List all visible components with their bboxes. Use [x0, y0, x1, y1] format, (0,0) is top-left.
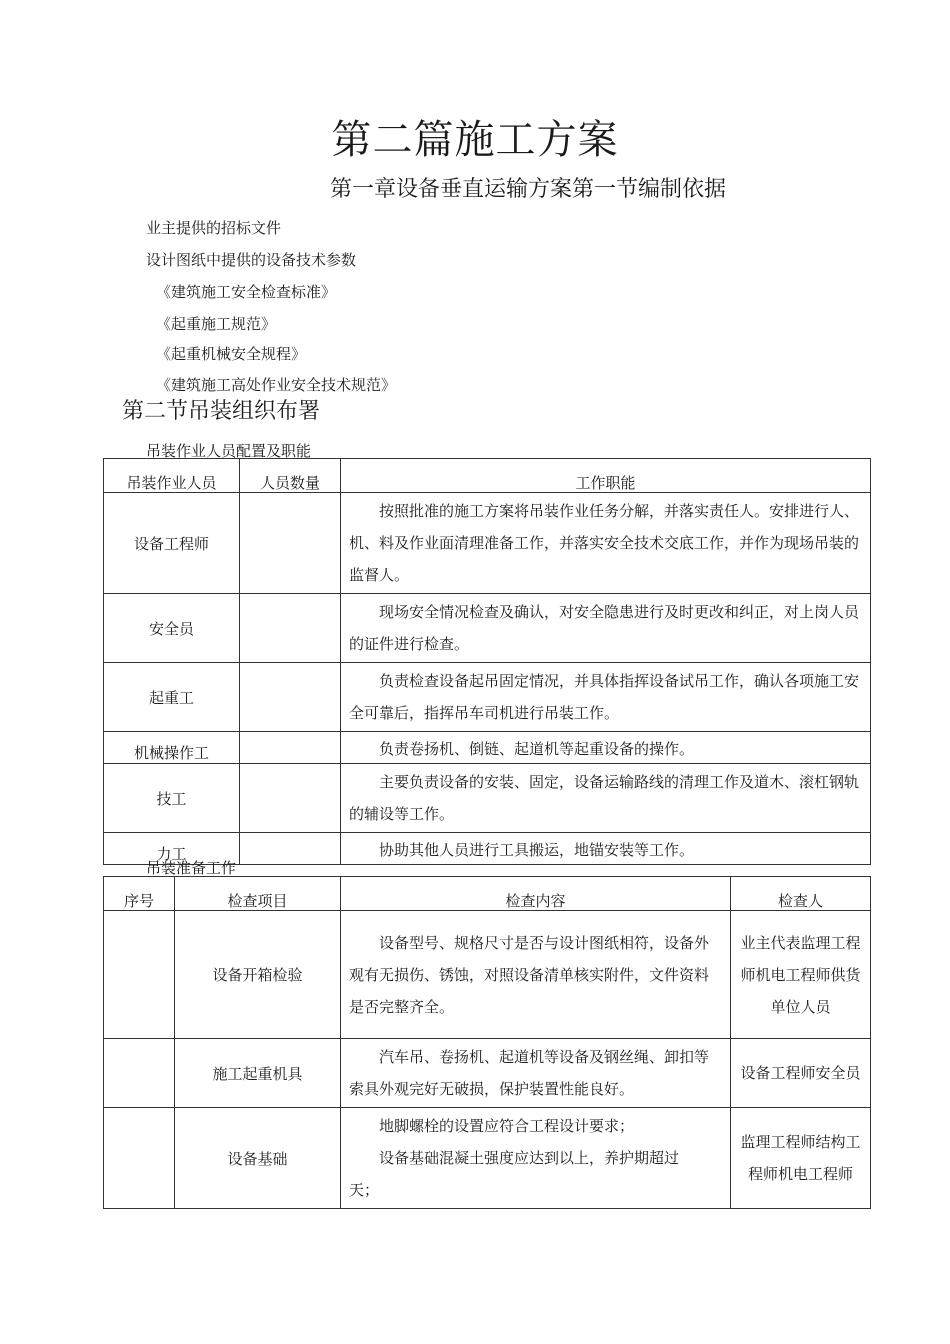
table-row — [104, 1039, 871, 1108]
content-text: 设备基础混凝土强度应达到以上，养护期超过天； — [349, 1149, 680, 1199]
duty-cell — [341, 732, 871, 764]
item-cell: 设备基础 — [175, 1108, 341, 1209]
basis-item: 业主提供的招标文件 — [146, 219, 282, 237]
basis-item: 《起重机械安全规程》 — [156, 345, 307, 363]
count-cell — [240, 732, 341, 764]
inspector-text: 设备工程师安全员 — [740, 1064, 861, 1082]
table-row — [104, 663, 871, 732]
duty-cell — [341, 663, 871, 732]
table-row — [104, 764, 871, 833]
item-cell: 设备开箱检验 — [175, 911, 341, 1039]
content-cell — [341, 911, 731, 1039]
table-row — [104, 732, 871, 764]
count-cell — [240, 493, 341, 594]
duty-text: 负责卷扬机、倒链、起道机等起重设备的操作。 — [379, 740, 695, 758]
item-cell: 施工起重机具 — [175, 1039, 341, 1108]
table-row — [104, 1108, 871, 1209]
table-row — [104, 594, 871, 663]
inspector-cell — [731, 1108, 871, 1209]
duty-cell — [341, 764, 871, 833]
column-header: 检查人 — [731, 877, 871, 911]
table-header-row — [104, 877, 871, 911]
basis-item: 《建筑施工高处作业安全技术规范》 — [156, 376, 397, 394]
count-cell — [240, 833, 341, 865]
document-title: 第二篇施工方案 — [331, 117, 619, 163]
column-header: 吊装作业人员 — [104, 459, 240, 493]
content-text: 汽车吊、卷扬机、起道机等设备及钢丝绳、卸扣等索具外观完好无破损，保护装置性能良好。 — [349, 1048, 710, 1098]
number-cell — [104, 911, 175, 1039]
number-cell — [104, 1108, 175, 1209]
role-cell: 机械操作工 — [104, 732, 240, 764]
content-cell — [341, 1108, 731, 1209]
count-cell — [240, 764, 341, 833]
number-cell — [104, 1039, 175, 1108]
table-row — [104, 911, 871, 1039]
basis-item: 《建筑施工安全检查标准》 — [156, 283, 337, 301]
table-row — [104, 493, 871, 594]
inspector-cell — [731, 911, 871, 1039]
duty-text: 主要负责设备的安装、固定，设备运输路线的清理工作及道木、滚杠钢轨的辅设等工作。 — [349, 773, 860, 823]
count-cell — [240, 663, 341, 732]
role-cell: 技工 — [104, 764, 240, 833]
duty-text: 按照批准的施工方案将吊装作业任务分解，并落实责任人。安排进行人、机、料及作业面清理准备工作，并落实安全技术交底工作，并作为现场吊装的监督人。 — [349, 502, 860, 584]
role-cell: 起重工 — [104, 663, 240, 732]
inspector-text: 监理工程师结构工程师机电工程师 — [740, 1133, 861, 1183]
column-header: 工作职能 — [341, 459, 871, 493]
duty-cell — [341, 594, 871, 663]
basis-item: 《起重施工规范》 — [156, 315, 277, 333]
duty-cell — [341, 493, 871, 594]
table-caption: 吊装作业人员配置及职能 — [146, 442, 312, 460]
role-cell: 力工 — [104, 833, 240, 865]
chapter-heading: 第一章设备垂直运输方案第一节编制依据 — [330, 177, 727, 202]
column-header: 人员数量 — [240, 459, 341, 493]
column-header: 序号 — [104, 877, 175, 911]
content-cell — [341, 1039, 731, 1108]
basis-item: 设计图纸中提供的设备技术参数 — [146, 251, 357, 269]
table-header-row — [104, 459, 871, 493]
section-heading: 第二节吊装组织布署 — [122, 399, 321, 424]
role-cell: 设备工程师 — [104, 493, 240, 594]
column-header: 检查内容 — [341, 877, 731, 911]
count-cell — [240, 594, 341, 663]
column-header: 检查项目 — [175, 877, 341, 911]
content-text: 设备型号、规格尺寸是否与设计图纸相符，设备外观有无损伤、锈蚀，对照设备清单核实附件，文件资料是否完整齐全。 — [349, 933, 710, 1016]
duty-cell — [341, 833, 871, 865]
personnel-table — [103, 458, 871, 865]
inspector-text: 业主代表监理工程师机电工程师供货单位人员 — [740, 933, 861, 1016]
duty-text: 负责检查设备起吊固定情况，并具体指挥设备试吊工作，确认各项施工安全可靠后，指挥吊车司机进行吊装工作。 — [349, 672, 860, 722]
duty-text: 协助其他人员进行工具搬运，地锚安装等工作。 — [379, 841, 695, 859]
table-caption: 吊装准备工作 — [146, 859, 237, 877]
content-text: 地脚螺栓的设置应符合工程设计要求； — [379, 1117, 635, 1135]
prep-table — [103, 876, 871, 1209]
inspector-cell — [731, 1039, 871, 1108]
role-cell: 安全员 — [104, 594, 240, 663]
duty-text: 现场安全情况检查及确认，对安全隐患进行及时更改和纠正，对上岗人员的证件进行检查。 — [349, 603, 860, 653]
